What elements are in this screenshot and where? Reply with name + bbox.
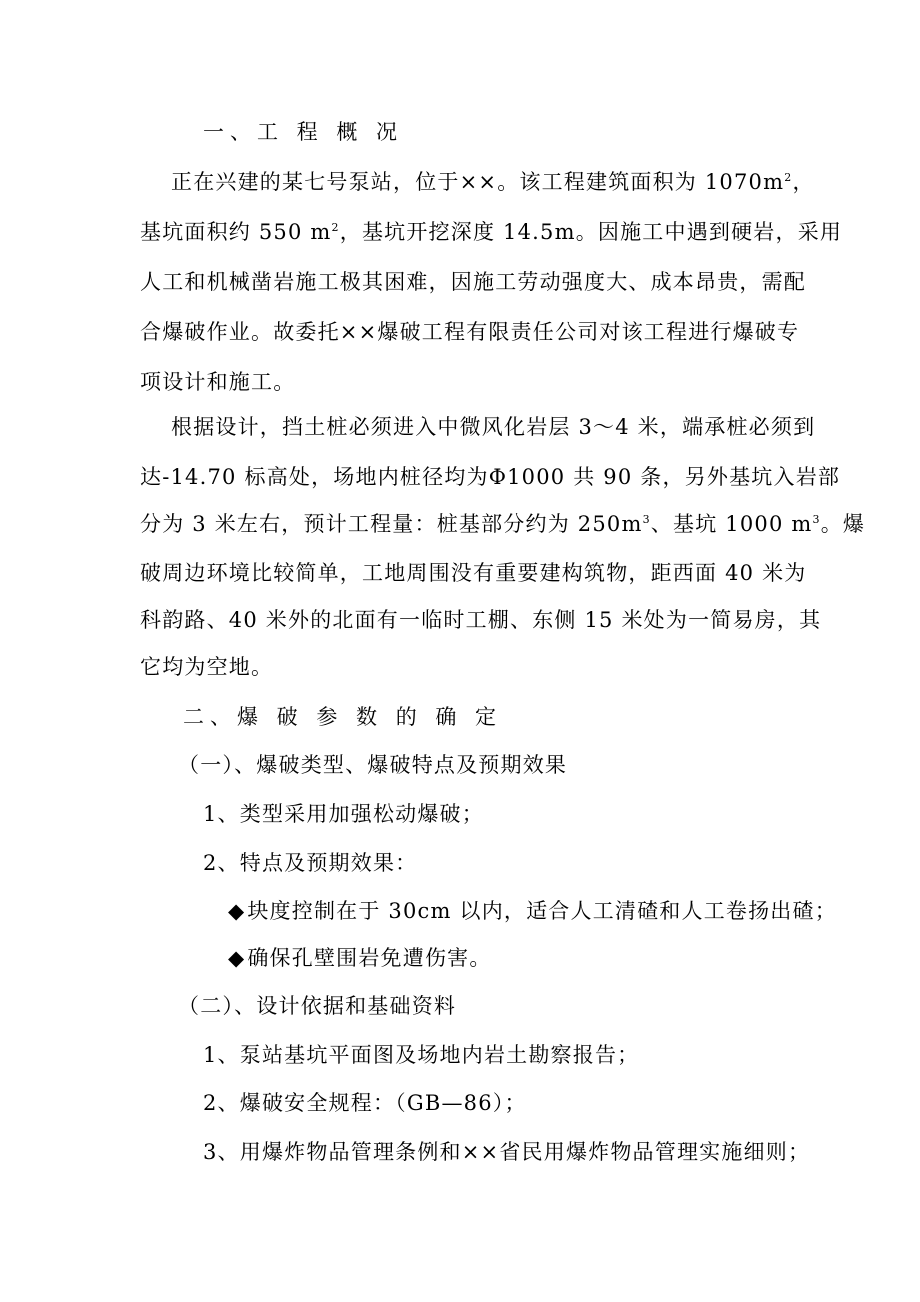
paragraph-line: 达-14.70 标高处，场地内桩径均为Φ1000 共 90 条，另外基坑入岩部 <box>140 465 841 489</box>
paragraph-line: 基坑面积约 550 $m^2$，基坑开挖深度 14.5m。因施工中遇到硬岩，采用 <box>140 220 843 244</box>
subsection-title: （二）、设计依据和基础资料 <box>178 994 457 1018</box>
list-item: 2、特点及预期效果： <box>203 851 418 875</box>
bullet-item: ◆块度控制在于 30cm 以内，适合人工清碴和人工卷扬出碴； <box>228 899 837 923</box>
section2-heading: 二、爆 破 参 数 的 确 定 <box>183 705 503 729</box>
list-item: 1、泵站基坑平面图及场地内岩土勘察报告； <box>203 1043 640 1067</box>
section1-heading: 一、工 程 概 况 <box>203 120 404 144</box>
diamond-bullet-icon: ◆ <box>228 946 246 970</box>
paragraph-line: 分为 3 米左右，预计工程量：桩基部分约为 $250m^3$、基坑 1000 $m^3$。爆 <box>140 512 866 536</box>
paragraph-line: 破周边环境比较简单，工地周围没有重要建构筑物，距西面 40 米为 <box>140 561 807 585</box>
paragraph-line: 科韵路、40 米外的北面有一临时工棚、东侧 15 米处为一简易房，其 <box>140 608 822 632</box>
list-item: 3、用爆炸物品管理条例和××省民用爆炸物品管理实施细则； <box>203 1140 811 1164</box>
paragraph-line: 人工和机械凿岩施工极其困难，因施工劳动强度大、成本昂贵，需配 <box>140 270 806 294</box>
paragraph-line: 它均为空地。 <box>140 655 274 679</box>
diamond-bullet-icon: ◆ <box>228 899 246 923</box>
paragraph-line: 正在兴建的某七号泵站，位于××。该工程建筑面积为 $1070m^2$， <box>171 170 815 194</box>
list-item: 2、爆破安全规程：（GB—86）； <box>203 1091 527 1115</box>
bullet-item: ◆确保孔壁围岩免遭伤害。 <box>228 946 492 970</box>
paragraph-line: 合爆破作业。故委托××爆破工程有限责任公司对该工程进行爆破专 <box>140 320 800 344</box>
paragraph-line: 项设计和施工。 <box>140 370 296 394</box>
list-item: 1、类型采用加强松动爆破； <box>203 802 484 826</box>
paragraph-line: 根据设计，挡土桩必须进入中微风化岩层 3～4 米，端承桩必须到 <box>171 415 816 439</box>
subsection-title: （一）、爆破类型、爆破特点及预期效果 <box>178 753 568 777</box>
